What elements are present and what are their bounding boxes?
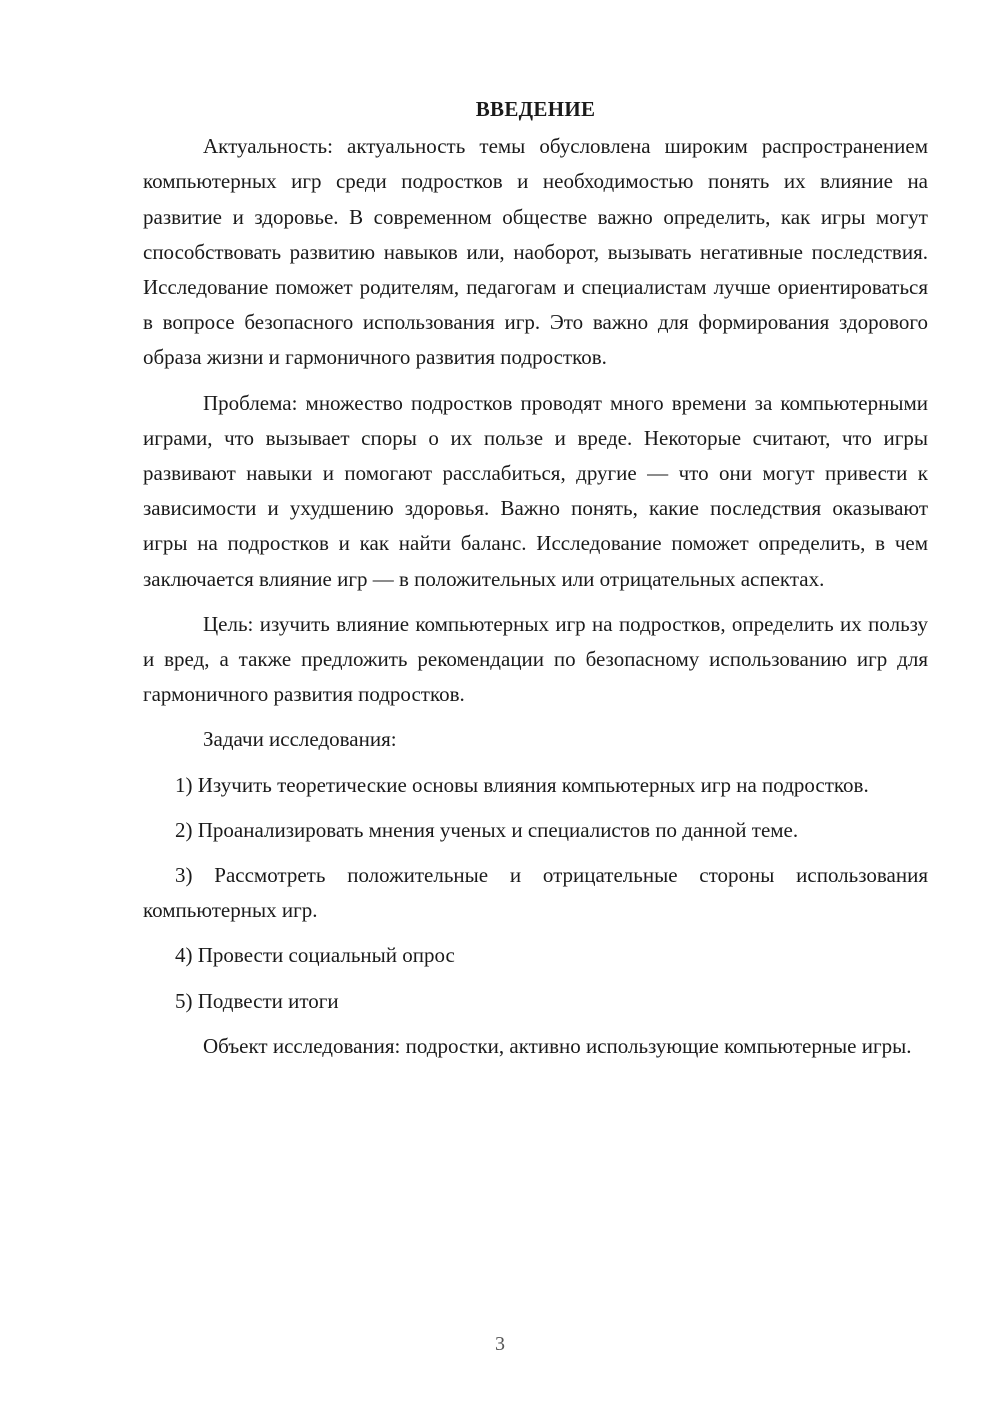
task-item-5: 5) Подвести итоги — [175, 988, 339, 1013]
task-item-3: 3) Рассмотреть положительные и отрицательные стороны использования компьютерных игр. — [143, 863, 928, 923]
page-content — [143, 92, 928, 1074]
task-item-4: 4) Провести социальный опрос — [175, 943, 455, 968]
task-item-1: 1) Изучить теоретические основы влияния компьютерных игр на подростков. — [175, 772, 869, 797]
research-object-paragraph: Объект исследования: подростки, активно использующие компьютерные игры. — [203, 1033, 912, 1058]
relevance-paragraph: Актуальность: актуальность темы обусловлена широким распространением компьютерных игр среди подростков и необходимостью понять их влияние на развитие и здоровье. В современном обществе важно определить, как игры могут способствовать развитию навыков или, наоборот, вызывать негативные последствия. Исследование поможет родителям, педагогам и специалистам лучше ориентироваться в вопросе безопасного использования игр. Это важно для формирования здорового образа жизни и гармоничного развития подростков. — [143, 134, 928, 370]
page-title: ВВЕДЕНИЕ — [475, 97, 596, 121]
goal-paragraph: Цель: изучить влияние компьютерных игр на подростков, определить их пользу и вред, а также предложить рекомендации по безопасному использованию игр для гармоничного развития подростков. — [143, 611, 928, 707]
page-number: 3 — [495, 1333, 505, 1355]
problem-paragraph: Проблема: множество подростков проводят много времени за компьютерными играми, что вызывает споры о их пользе и вреде. Некоторые считают, что игры развивают навыки и помогают расслабиться, другие — что они могут привести к зависимости и ухудшению здоровья. Важно понять, какие последствия оказывают игры на подростков и как найти баланс. Исследование поможет определить, в чем заключается влияние игр — в положительных или отрицательных аспектах. — [143, 390, 928, 591]
task-item-2: 2) Проанализировать мнения ученых и специалистов по данной теме. — [175, 817, 799, 842]
tasks-heading: Задачи исследования: — [203, 727, 397, 752]
